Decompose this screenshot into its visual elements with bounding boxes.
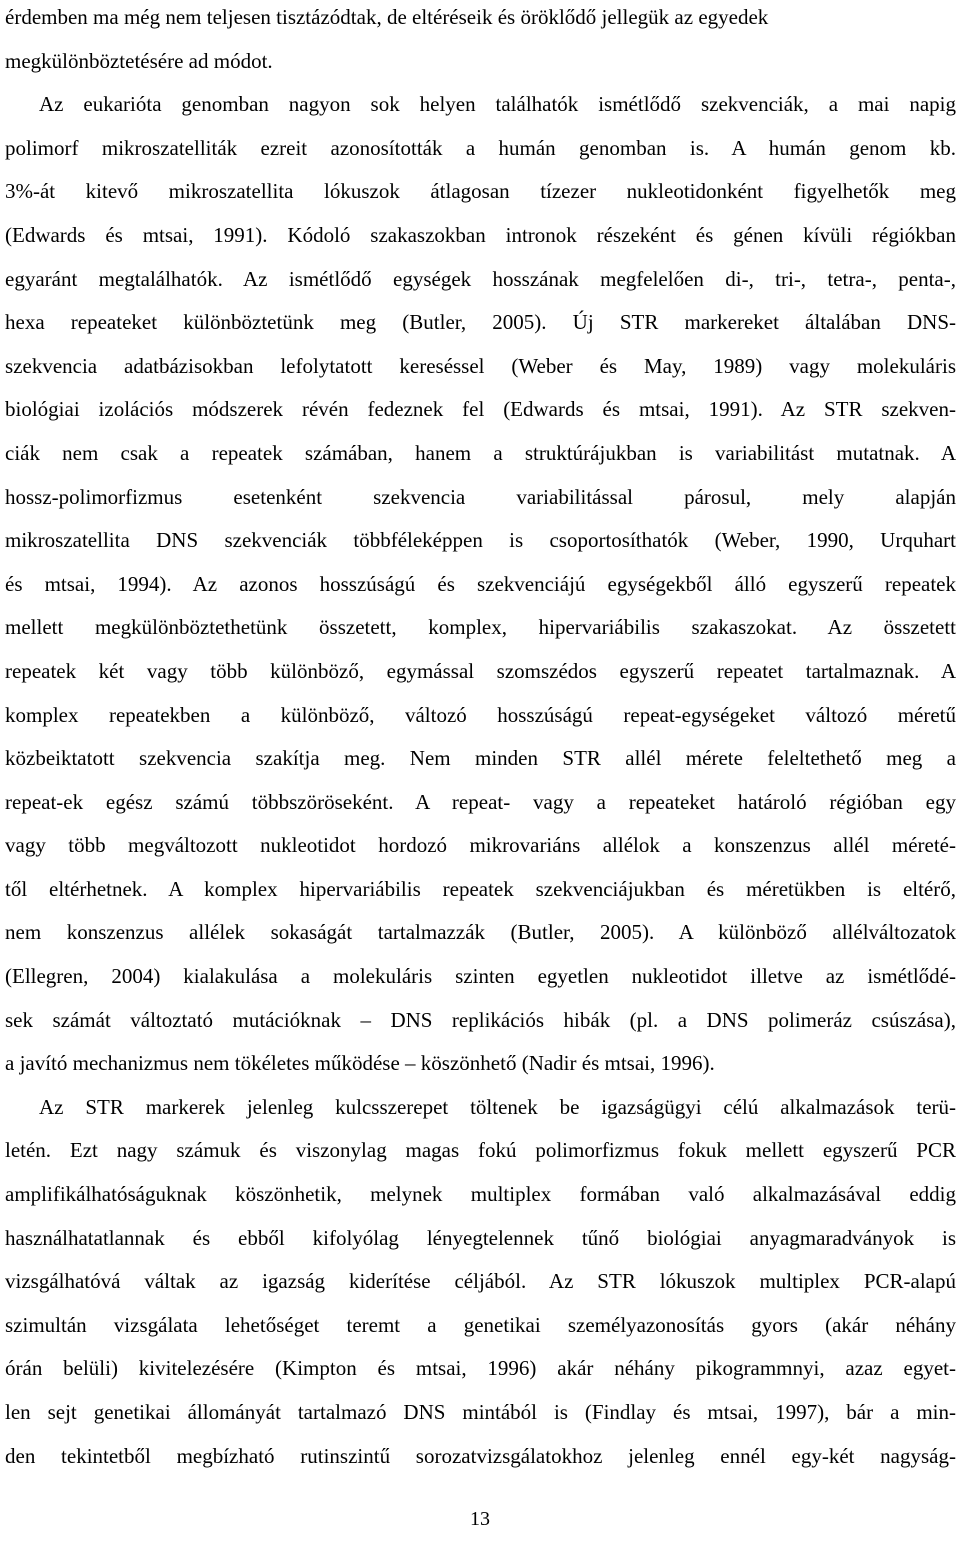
document-body xyxy=(5,0,956,1478)
text-line: mellett megkülönböztethetünk összetett, komplex, hipervariábilis szakaszokat. Az összetett xyxy=(5,615,956,640)
text-line: repeat-ek egész számú többszöröseként. A repeat- vagy a repeateket határoló régióban egy xyxy=(5,789,956,814)
text-line: mikroszatellita DNS szekvenciák többféleképpen is csoportosíthatók (Weber, 1990, Urquhart xyxy=(5,528,956,553)
text-line: nem konszenzus allélek sokaságát tartalmazzák (Butler, 2005). A különböző allélváltozatok xyxy=(5,920,956,945)
text-line: (Edwards és mtsai, 1991). Kódoló szakaszokban intronok részeként és génen kívüli régiókban xyxy=(5,222,956,247)
text-line: szekvencia adatbázisokban lefolytatott kereséssel (Weber és May, 1989) vagy molekuláris xyxy=(5,353,956,378)
text-line: ciák nem csak a repeatek számában, hanem a struktúrájukban is variabilitást mutatnak. A xyxy=(5,440,956,465)
text-line: komplex repeatekben a különböző, változó hosszúságú repeat-egységeket változó méretű xyxy=(5,702,956,727)
text-line: 3%-át kitevő mikroszatellita lókuszok átlagosan tízezer nukleotidonként figyelhetők meg xyxy=(5,179,956,204)
text-line: (Ellegren, 2004) kialakulása a molekuláris szinten egyetlen nukleotidot illetve az ismétlődé- xyxy=(5,964,956,989)
text-line: hossz-polimorfizmus esetenként szekvencia variabilitással párosul, mely alapján xyxy=(5,484,956,509)
text-line: használhatatlannak és ebből kifolyólag lényegtelennek tűnő biológiai anyagmaradványok is xyxy=(5,1225,956,1250)
page-number: 13 xyxy=(470,1508,490,1530)
text-line: Az STR markerek jelenleg kulcsszerepet töltenek be igazságügyi célú alkalmazások terü- xyxy=(39,1094,956,1119)
text-line: vagy több megváltozott nukleotidot hordozó mikrovariáns allélok a konszenzus allél méreté- xyxy=(5,833,956,858)
text-line: hexa repeateket különböztetünk meg (Butler, 2005). Új STR markereket általában DNS- xyxy=(5,310,956,335)
text-line: biológiai izolációs módszerek révén fedeznek fel (Edwards és mtsai, 1991). Az STR szekven- xyxy=(5,397,956,422)
text-line: repeatek két vagy több különböző, egymással szomszédos egyszerű repeatet tartalmaznak. A xyxy=(5,658,956,683)
text-line: sek számát változtató mutációknak – DNS replikációs hibák (pl. a DNS polimeráz csúszása), xyxy=(5,1007,956,1032)
text-line: a javító mechanizmus nem tökéletes működése – köszönhető (Nadir és mtsai, 1996). xyxy=(5,1051,715,1076)
text-line: érdemben ma még nem teljesen tisztázódtak, de eltéréseik és öröklődő jellegük az egyedek xyxy=(5,5,769,29)
text-line: közbeiktatott szekvencia szakítja meg. Nem minden STR allél mérete feleltethető meg a xyxy=(5,746,956,771)
text-line: Az eukarióta genomban nagyon sok helyen találhatók ismétlődő szekvenciák, a mai napig xyxy=(39,92,956,117)
text-line: vizsgálhatóvá váltak az igazság kiderítése céljából. Az STR lókuszok multiplex PCR-alapú xyxy=(5,1269,956,1294)
text-line: szimultán vizsgálata lehetőséget teremt a genetikai személyazonosítás gyors (akár néhány xyxy=(5,1312,956,1337)
text-line: polimorf mikroszatelliták ezreit azonosították a humán genomban is. A humán genom kb. xyxy=(5,135,956,160)
text-line: megkülönböztetésére ad módot. xyxy=(5,48,273,73)
text-line: és mtsai, 1994). Az azonos hosszúságú és szekvenciájú egységekből álló egyszerű repeatek xyxy=(5,571,956,596)
text-line: egyaránt megtalálhatók. Az ismétlődő egységek hosszának megfelelően di-, tri-, tetra-, penta-, xyxy=(5,266,956,291)
text-line: órán belüli) kivitelezésére (Kimpton és mtsai, 1996) akár néhány pikogrammnyi, azaz egyet- xyxy=(5,1356,956,1381)
text-line: den tekintetből megbízható rutinszintű sorozatvizsgálatokhoz jelenleg ennél egy-két nagyság- xyxy=(5,1443,956,1468)
text-line: től eltérhetnek. A komplex hipervariábilis repeatek szekvenciájukban és méretükben is eltérő, xyxy=(5,876,956,901)
text-line: amplifikálhatóságuknak köszönhetik, melynek multiplex formában való alkalmazásával eddig xyxy=(5,1182,956,1207)
text-line: len sejt genetikai állományát tartalmazó DNS mintából is (Findlay és mtsai, 1997), bár a min- xyxy=(5,1400,956,1424)
text-line: letén. Ezt nagy számuk és viszonylag magas fokú polimorfizmus fokuk mellett egyszerű PCR xyxy=(5,1138,956,1163)
